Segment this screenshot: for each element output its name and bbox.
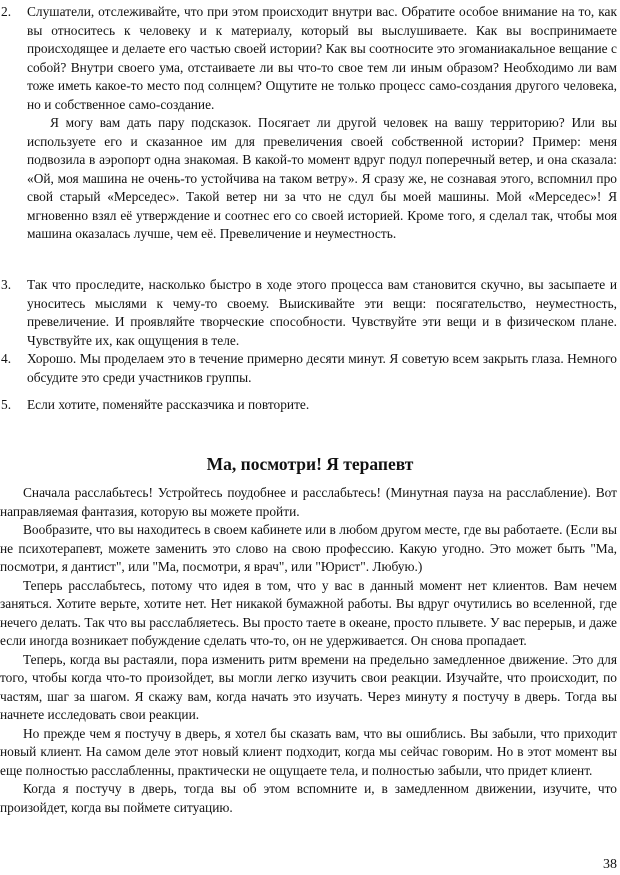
section-paragraph: Сначала расслабьтесь! Устройтесь поудобнее и расслабьтесь! (Минутная пауза на расслабление). Вот направляемая фантазия, которую вы можете пройти.: [0, 485, 617, 519]
section-body: [0, 484, 617, 817]
section-paragraph: Когда я постучу в дверь, тогда вы об этом вспомните и, в замедленном движении, изучите, что произойдет, когда вы поймете ситуацию.: [0, 781, 617, 815]
section-paragraph: Но прежде чем я постучу в дверь, я хотел бы сказать вам, что вы ошиблись. Вы забыли, что приходит новый клиент. На самом деле этот новый клиент подходит, когда мы сейчас говорим. Но в этот момент вы еще полностью расслабленны, практически не ощущаете тела, и полностью забыли, что придет клиент.: [0, 725, 617, 778]
list-item-body: [27, 350, 617, 387]
section-paragraph: Теперь расслабьтесь, потому что идея в том, что у вас в данный момент нет клиентов. Вам нечем заняться. Хотите верьте, хотите нет. Нет никакой бумажной работы. Вы вдруг очутились во вселенной, где нечего делать. Так что вы расслабляетесь. Вы просто таете в океане, просто плывете. У вас перерыв, и даже если иногда возникает побуждение сделать что-то, он не удерживается. Он снова пропадает.: [0, 577, 617, 648]
list-item-number: 4.: [1, 351, 12, 366]
list-item-number: 2.: [1, 4, 12, 19]
section-paragraph: Теперь, когда вы растаяли, пора изменить ритм времени на предельно замедленное движение. Это для того, чтобы когда что-то произойдет, вы могли легко изучить свои реакции. Изучайте, что происходит, по частям, шаг за шагом. Я скажу вам, когда начать это изучать. Через минуту я постучу в дверь. Тогда вы начнете исследовать свои реакции.: [0, 651, 617, 722]
list-item-paragraph: Если хотите, поменяйте рассказчика и повторите.: [27, 397, 310, 412]
list-item-number: 5.: [1, 397, 12, 412]
list-item-number: 3.: [1, 277, 12, 292]
list-item-paragraph: Слушатели, отслеживайте, что при этом происходит внутри вас. Обратите особое внимание на то, как вы относитесь к человеку и к материалу, который вы выслушиваете. Как вы воспринимаете происходящее и делаете его частью своей истории? Как вы соотносите это эгоманиакальное вещание с собой? Внутри своего ума, отстаиваете ли вы что-то свое тем ли иным образом? Необходимо ли вам тоже иметь какое-то место под солнцем? Ощутите не только процесс само-создания другого человека, но и собственное само-создание.: [27, 4, 617, 112]
list-item-paragraph: Хорошо. Мы проделаем это в течение примерно десяти минут. Я советую всем закрыть глаза. Немного обсудите это среди участников группы.: [27, 351, 617, 385]
list-item-paragraph: Я могу вам дать пару подсказок. Посягает ли другой человек на вашу территорию? Или вы используете его и сказанное им для превеличения своей собственной истории? Пример: меня подвозила в аэропорт одна знакомая. В какой-то момент вдруг подул поперечный ветер, и она сказала: «Ой, моя машина не очень-то устойчива на таком ветру». Я сразу же, не сознавая этого, вспомнил про свой старый «Мерседес». Такой ветер ни за что не сдул бы моей машины. Мой «Мерседес»! Я мгновенно взял её утверждение и соотнес его со своей историей. Кроме того, я сделал так, чтобы моя машина оказалась лучше, чем её. Превеличение и неуместность.: [27, 115, 617, 241]
list-item-paragraph: Так что проследите, насколько быстро в ходе этого процесса вам становится скучно, вы засыпаете и уноситесь мыслями к чему-то своему. Выискивайте эти вещи: посягательство, неуместность, превеличение. И проявляйте творческие способности. Чувствуйте эти вещи и в физическом плане. Чувствуйте их, как ощущения в теле.: [27, 277, 617, 348]
list-item-body: [27, 3, 617, 244]
list-item-body: [27, 396, 617, 415]
section-title: Ма, посмотри! Я терапевт: [206, 453, 414, 474]
list-item-body: [27, 276, 617, 350]
page-number: 38: [603, 857, 617, 872]
section-paragraph: Вообразите, что вы находитесь в своем кабинете или в любом другом месте, где вы работаете. (Если вы не психотерапевт, можете заменить это слово на свою профессию. Какую угодно. Это может быть "Ма, посмотри, я дантист", или "Ма, посмотри, я врач", или "Юрист". Любую.): [0, 522, 617, 574]
